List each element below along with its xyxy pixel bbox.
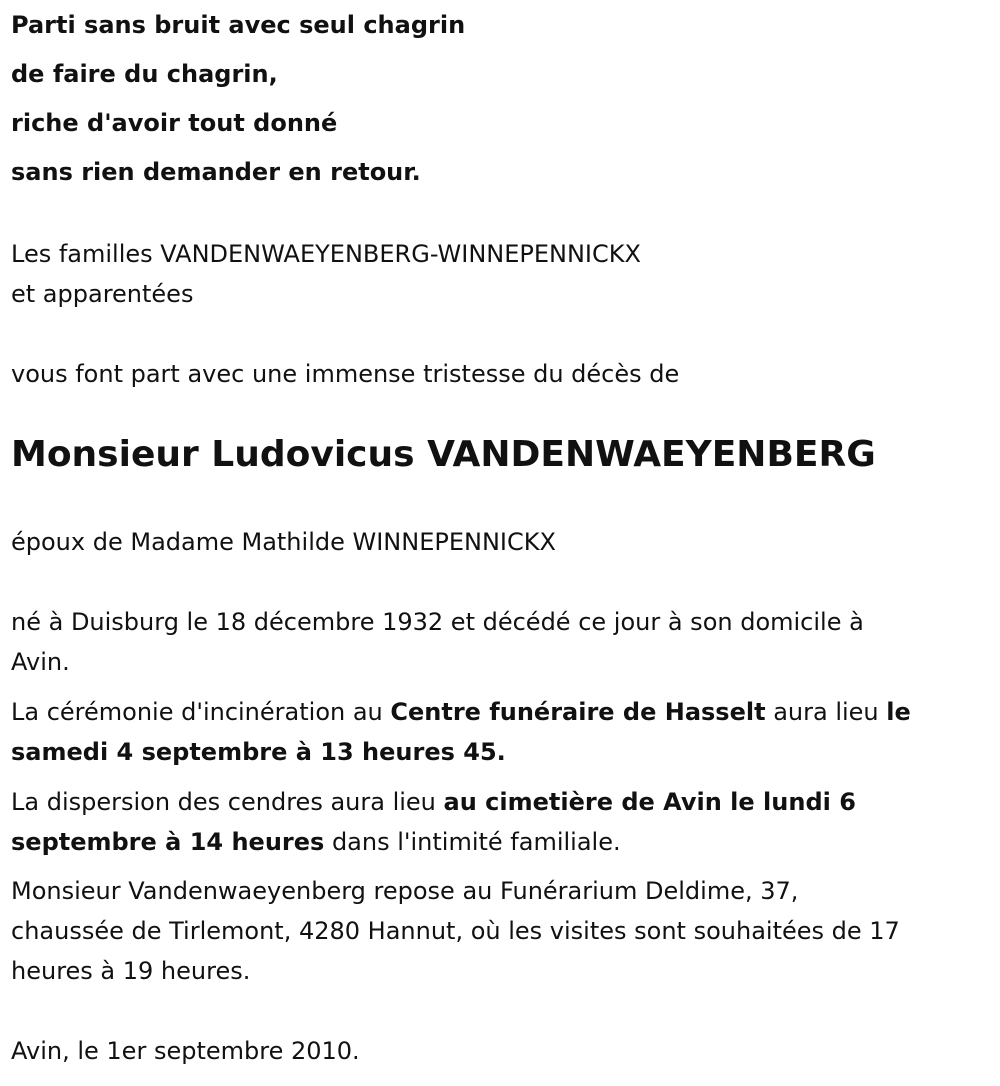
announcement: [11, 354, 679, 394]
dispersion-line-1: [11, 782, 986, 822]
families-line-1: Les familles VANDENWAEYENBERG-WINNEPENNICKX: [11, 240, 641, 268]
poem-line-4: sans rien demander en retour.: [11, 158, 421, 186]
ceremony-line-1: [11, 692, 986, 732]
poem-line-2: de faire du chagrin,: [11, 60, 278, 88]
spouse-text: époux de Madame Mathilde WINNEPENNICKX: [11, 528, 556, 556]
birth-paragraph: [11, 602, 986, 682]
rest-line-1: Monsieur Vandenwaeyenberg repose au Funérarium Deldime, 37,: [11, 877, 799, 905]
rest-paragraph: [11, 871, 986, 991]
signoff: [11, 1031, 360, 1071]
ceremony-paragraph: [11, 692, 986, 772]
dispersion-suffix: dans l'intimité familiale.: [324, 828, 621, 856]
obituary-document: [11, 0, 986, 1065]
deceased-name: Monsieur Ludovicus VANDENWAEYENBERG: [11, 434, 876, 475]
spouse-line: [11, 522, 556, 562]
ceremony-middle: aura lieu: [765, 698, 887, 726]
poem-line-1: Parti sans bruit avec seul chagrin: [11, 11, 466, 39]
families-block: [11, 234, 641, 314]
families-line-2: et apparentées: [11, 280, 194, 308]
dispersion-place-part-1: au cimetière de Avin le lundi 6: [443, 788, 856, 816]
birth-line-1: né à Duisburg le 18 décembre 1932 et décédé ce jour à son domicile à: [11, 608, 864, 636]
rest-line-2: chaussée de Tirlemont, 4280 Hannut, où les visites sont souhaitées de 17: [11, 917, 900, 945]
poem-line-3: riche d'avoir tout donné: [11, 109, 338, 137]
dispersion-line-2: [11, 822, 986, 862]
rest-line-3: heures à 19 heures.: [11, 957, 251, 985]
dispersion-prefix: La dispersion des cendres aura lieu: [11, 788, 444, 816]
ceremony-date-part-1: le: [886, 698, 911, 726]
birth-line-2: Avin.: [11, 648, 70, 676]
announcement-text: vous font part avec une immense tristesse du décès de: [11, 360, 680, 388]
dispersion-paragraph: [11, 782, 986, 862]
ceremony-prefix: La cérémonie d'incinération au: [11, 698, 391, 726]
ceremony-date-part-2: samedi 4 septembre à 13 heures 45.: [11, 738, 506, 766]
dispersion-place-part-2: septembre à 14 heures: [11, 828, 325, 856]
poem: [11, 1, 986, 197]
ceremony-place: Centre funéraire de Hasselt: [390, 698, 766, 726]
signoff-text: Avin, le 1er septembre 2010.: [11, 1037, 360, 1065]
ceremony-line-2: [11, 732, 986, 772]
